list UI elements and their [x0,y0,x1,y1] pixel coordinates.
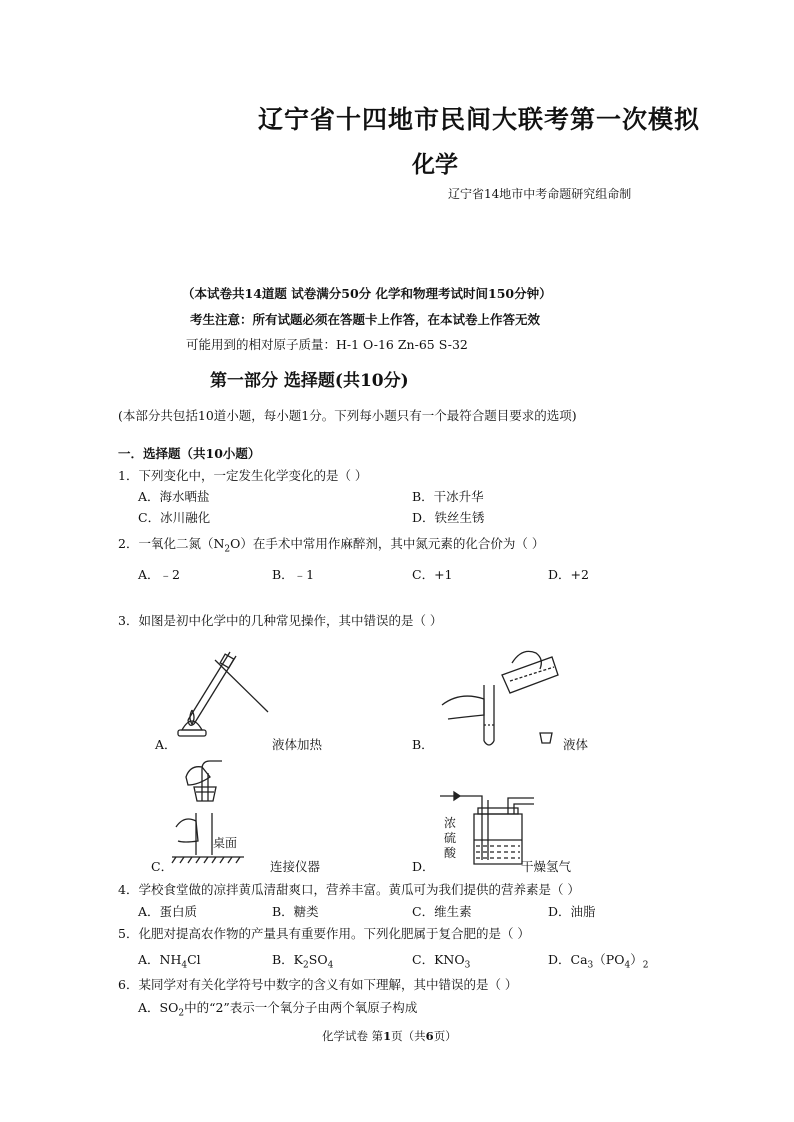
exam-info-line1: （本试卷共14道题 试卷满分50分 化学和物理考试时间150分钟） [182,286,552,301]
q3-desk-label: 桌面 [213,836,238,850]
part1-note: (本部分共包括10道小题，每小题1分。下列每小题只有一个最符合题目要求的选项) [118,408,577,423]
q5-option-b: B．$K_2SO_4$ [272,952,334,971]
q2-stem: 2．一氧化二氮$(N_2O)$在手术中常用作麻醉剂，其中氮元素的化合价为（ ） [118,536,545,555]
page-footer: 化学试卷 第1页（共6页） [322,1029,457,1043]
exam-subject: 化学 [412,151,458,178]
q4-option-d: D．油脂 [548,904,596,919]
exam-notice: 考生注意：所有试题必须在答题卡上作答，在本试卷上作答无效 [190,312,541,327]
q3-stem: 3．如图是初中化学中的几种常见操作，其中错误的是（ ） [118,613,443,628]
exam-title: 辽宁省十四地市民间大联考第一次模拟 [258,105,701,134]
q3-figure-a-caption: 液体加热 [272,737,323,752]
q5-option-d: D．$Ca_3(PO_4)_2$ [548,952,649,971]
q4-option-c: C．维生素 [412,904,472,919]
q2-option-a: A．﹣2 [138,567,180,582]
q5-option-a: A．$NH_4Cl$ [138,952,201,971]
q1-option-c: C．冰川融化 [138,510,211,525]
section-title: 一．选择题（共10小题） [118,446,261,461]
q3-figure-b-caption: 液体 [563,737,589,752]
q3-figure-d-letter: D． [412,859,435,874]
q1-option-d: D．铁丝生锈 [412,510,485,525]
q4-option-b: B．糖类 [272,904,319,919]
q3-figure-a-letter: A． [155,737,177,752]
q6-stem: 6．某同学对有关化学符号中数字的含义有如下理解，其中错误的是（ ） [118,977,518,992]
q3-acid-label: 浓 硫 酸 [444,816,457,860]
q2-option-c: C．+1 [412,567,453,582]
q1-stem: 1．下列变化中，一定发生化学变化的是（ ） [118,468,368,483]
q4-stem: 4．学校食堂做的凉拌黄瓜清甜爽口，营养丰富。黄瓜可为我们提供的营养素是（ ） [118,882,580,897]
part1-title: 第一部分 选择题(共10分) [210,371,409,391]
q5-stem: 5．化肥对提高农作物的产量具有重要作用。下列化肥属于复合肥的是（ ） [118,926,530,941]
atomic-masses: 可能用到的相对原子质量：H-1 O-16 Zn-65 S-32 [186,337,468,352]
figure-liquid-heating [170,640,280,740]
q5-option-c: C．$KNO_3$ [412,952,471,971]
exam-author: 辽宁省14地市中考命题研究组命制 [448,187,632,201]
q2-option-b: B．﹣1 [272,567,315,582]
figure-pouring-liquid [440,645,570,750]
q2-option-d: D．+2 [548,567,589,582]
q3-figure-b-letter: B． [412,737,434,752]
q3-figure-d-caption: 干燥氢气 [521,859,572,874]
q6-option-a: A．$SO_2$中的“2”表示一个氧分子由两个氧原子构成 [138,1000,418,1019]
q3-figure-c-caption: 连接仪器 [270,859,321,874]
q3-figure-c-letter: C． [151,859,174,874]
q1-option-b: B．干冰升华 [412,489,484,504]
q4-option-a: A．蛋白质 [138,904,198,919]
q1-option-a: A．海水晒盐 [138,489,210,504]
